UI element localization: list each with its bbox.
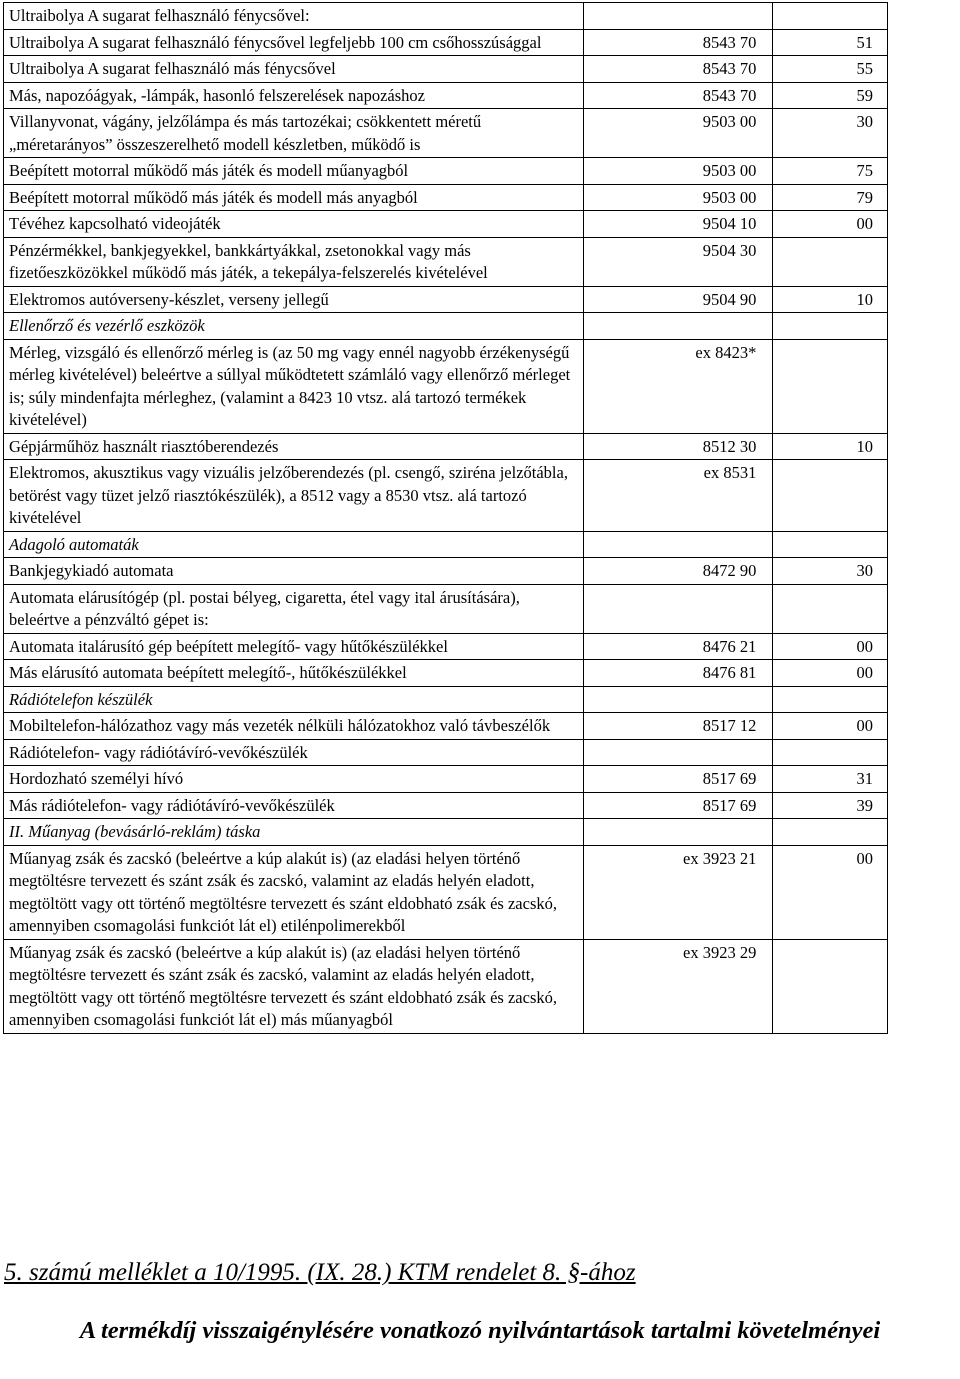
description-cell: Elektromos autóverseny-készlet, verseny jellegű [4, 286, 584, 313]
subheading-cell: 55 [773, 56, 888, 83]
table-row [4, 766, 888, 793]
tariff-code-cell [584, 531, 773, 558]
table-row [4, 713, 888, 740]
table-row [4, 739, 888, 766]
tariff-code-cell [584, 584, 773, 633]
tariff-code-cell [584, 819, 773, 846]
table-row [4, 56, 888, 83]
tariff-code-cell: 8517 69 [584, 792, 773, 819]
tariff-code-cell: 8543 70 [584, 82, 773, 109]
tariff-code-cell [584, 739, 773, 766]
tariff-code-cell: 8517 12 [584, 713, 773, 740]
description-cell: Pénzérmékkel, bankjegyekkel, bankkártyákkal, zsetonokkal vagy más fizetőeszközökkel működő más játék, a tekepálya-felszerelés kivételével [4, 237, 584, 286]
table-row [4, 3, 888, 30]
table-row [4, 237, 888, 286]
subheading-cell [773, 819, 888, 846]
table-row [4, 433, 888, 460]
description-cell: Rádiótelefon- vagy rádiótávíró-vevőkészülék [4, 739, 584, 766]
table-row [4, 109, 888, 158]
description-cell: Ultraibolya A sugarat felhasználó fénycsővel legfeljebb 100 cm csőhosszúsággal [4, 29, 584, 56]
subheading-cell [773, 739, 888, 766]
description-cell: Mérleg, vizsgáló és ellenőrző mérleg is (az 50 mg vagy ennél nagyobb érzékenységű mérleg kivételével) beleértve a súllyal működtetett számláló vagy ellenőrző mérleget is; súly mindenfajta mérleghez, (valamint a 8423 10 vtsz. alá tartozó termékek kivételével) [4, 339, 584, 433]
tariff-code-cell [584, 313, 773, 340]
subheading-cell [773, 686, 888, 713]
description-cell: Automata elárusítógép (pl. postai bélyeg, cigaretta, étel vagy ital árusítására), beleértve a pénzváltó gépet is: [4, 584, 584, 633]
description-cell: Ultraibolya A sugarat felhasználó más fénycsővel [4, 56, 584, 83]
tariff-code-cell: 9503 00 [584, 184, 773, 211]
table-row [4, 792, 888, 819]
table-row [4, 286, 888, 313]
table-body [4, 3, 888, 1034]
subheading-cell [773, 339, 888, 433]
annex-reference: 5. számú melléklet a 10/1995. (IX. 28.) KTM rendelet 8. §-ához [4, 1259, 636, 1286]
tariff-code-cell: 9504 30 [584, 237, 773, 286]
description-cell: Más elárusító automata beépített melegítő-, hűtőkészülékkel [4, 660, 584, 687]
table-row [4, 660, 888, 687]
tariff-code-cell: 8543 70 [584, 56, 773, 83]
table-row [4, 584, 888, 633]
description-cell: Műanyag zsák és zacskó (beleértve a kúp alakút is) (az eladási helyen történő megtöltésre tervezett és szánt zsák és zacskó, valamint az eladás helyén eladott, megtöltött vagy ott történő megtöltésre tervezett és szánt eldobható zsák és zacskó, amennyiben csomagolási funkciót lát el) etilénpolimerekből [4, 845, 584, 939]
description-cell: Műanyag zsák és zacskó (beleértve a kúp alakút is) (az eladási helyen történő megtöltésre tervezett és szánt zsák és zacskó, valamint az eladás helyén eladott, megtöltött vagy ott történő megtöltésre tervezett és szánt eldobható zsák és zacskó, amennyiben csomagolási funkciót lát el) más műanyagból [4, 939, 584, 1033]
subheading-cell: 31 [773, 766, 888, 793]
table-row [4, 339, 888, 433]
subheading-cell: 00 [773, 713, 888, 740]
subheading-cell: 51 [773, 29, 888, 56]
description-cell: Ellenőrző és vezérlő eszközök [4, 313, 584, 340]
table-row [4, 184, 888, 211]
description-cell: Adagoló automaták [4, 531, 584, 558]
subheading-cell: 59 [773, 82, 888, 109]
subheading-cell: 75 [773, 158, 888, 185]
description-cell: Gépjárműhöz használt riasztóberendezés [4, 433, 584, 460]
subheading-cell: 00 [773, 211, 888, 238]
table-row [4, 558, 888, 585]
subheading-cell: 00 [773, 633, 888, 660]
tariff-code-cell: 9503 00 [584, 158, 773, 185]
product-fee-table [3, 2, 888, 1034]
tariff-code-cell: ex 3923 21 [584, 845, 773, 939]
table-row [4, 158, 888, 185]
subheading-cell: 79 [773, 184, 888, 211]
subheading-cell: 30 [773, 109, 888, 158]
tariff-code-cell: 8472 90 [584, 558, 773, 585]
description-cell: Mobiltelefon-hálózathoz vagy más vezeték nélküli hálózatokhoz való távbeszélők [4, 713, 584, 740]
table-row [4, 82, 888, 109]
subheading-cell: 00 [773, 660, 888, 687]
tariff-code-cell: 9503 00 [584, 109, 773, 158]
section-header-row [4, 819, 888, 846]
subheading-cell: 10 [773, 286, 888, 313]
tariff-code-cell [584, 686, 773, 713]
section-header-row [4, 686, 888, 713]
description-cell: Más rádiótelefon- vagy rádiótávíró-vevőkészülék [4, 792, 584, 819]
description-cell: Villanyvonat, vágány, jelzőlámpa és más tartozékai; csökkentett méretű „méretarányos” összeszerelhető modell készletben, működő is [4, 109, 584, 158]
section-header-row [4, 531, 888, 558]
description-cell: Hordozható személyi hívó [4, 766, 584, 793]
description-cell: II. Műanyag (bevásárló-reklám) táska [4, 819, 584, 846]
description-cell: Elektromos, akusztikus vagy vizuális jelzőberendezés (pl. csengő, sziréna jelzőtábla, betörést vagy tüzet jelző riasztókészülék), a 8512 vagy a 8530 vtsz. alá tartozó kivételével [4, 460, 584, 532]
description-cell: Más, napozóágyak, -lámpák, hasonló felszerelések napozáshoz [4, 82, 584, 109]
table-row [4, 29, 888, 56]
description-cell: Ultraibolya A sugarat felhasználó fénycsővel: [4, 3, 584, 30]
subheading-cell [773, 313, 888, 340]
table-row [4, 939, 888, 1033]
tariff-code-cell: ex 8531 [584, 460, 773, 532]
tariff-code-cell: 8517 69 [584, 766, 773, 793]
table-row [4, 845, 888, 939]
description-cell: Tévéhez kapcsolható videojáték [4, 211, 584, 238]
subheading-cell [773, 939, 888, 1033]
subheading-cell: 10 [773, 433, 888, 460]
table-row [4, 633, 888, 660]
tariff-code-cell: 9504 90 [584, 286, 773, 313]
section-header-row [4, 313, 888, 340]
description-cell: Rádiótelefon készülék [4, 686, 584, 713]
tariff-code-cell: 8476 21 [584, 633, 773, 660]
tariff-code-cell: 8476 81 [584, 660, 773, 687]
subheading-cell [773, 237, 888, 286]
tariff-code-cell: 8512 30 [584, 433, 773, 460]
document-title: A termékdíj visszaigénylésére vonatkozó nyilvántartások tartalmi követelményei [79, 1317, 881, 1344]
tariff-code-cell: ex 3923 29 [584, 939, 773, 1033]
description-cell: Automata italárusító gép beépített melegítő- vagy hűtőkészülékkel [4, 633, 584, 660]
subheading-cell [773, 3, 888, 30]
subheading-cell [773, 531, 888, 558]
tariff-code-cell: 9504 10 [584, 211, 773, 238]
subheading-cell: 00 [773, 845, 888, 939]
tariff-code-cell [584, 3, 773, 30]
subheading-cell [773, 584, 888, 633]
description-cell: Bankjegykiadó automata [4, 558, 584, 585]
tariff-code-cell: 8543 70 [584, 29, 773, 56]
description-cell: Beépített motorral működő más játék és modell más anyagból [4, 184, 584, 211]
subheading-cell [773, 460, 888, 532]
subheading-cell: 39 [773, 792, 888, 819]
subheading-cell: 30 [773, 558, 888, 585]
description-cell: Beépített motorral működő más játék és modell műanyagból [4, 158, 584, 185]
table-row [4, 460, 888, 532]
tariff-code-cell: ex 8423* [584, 339, 773, 433]
table-row [4, 211, 888, 238]
